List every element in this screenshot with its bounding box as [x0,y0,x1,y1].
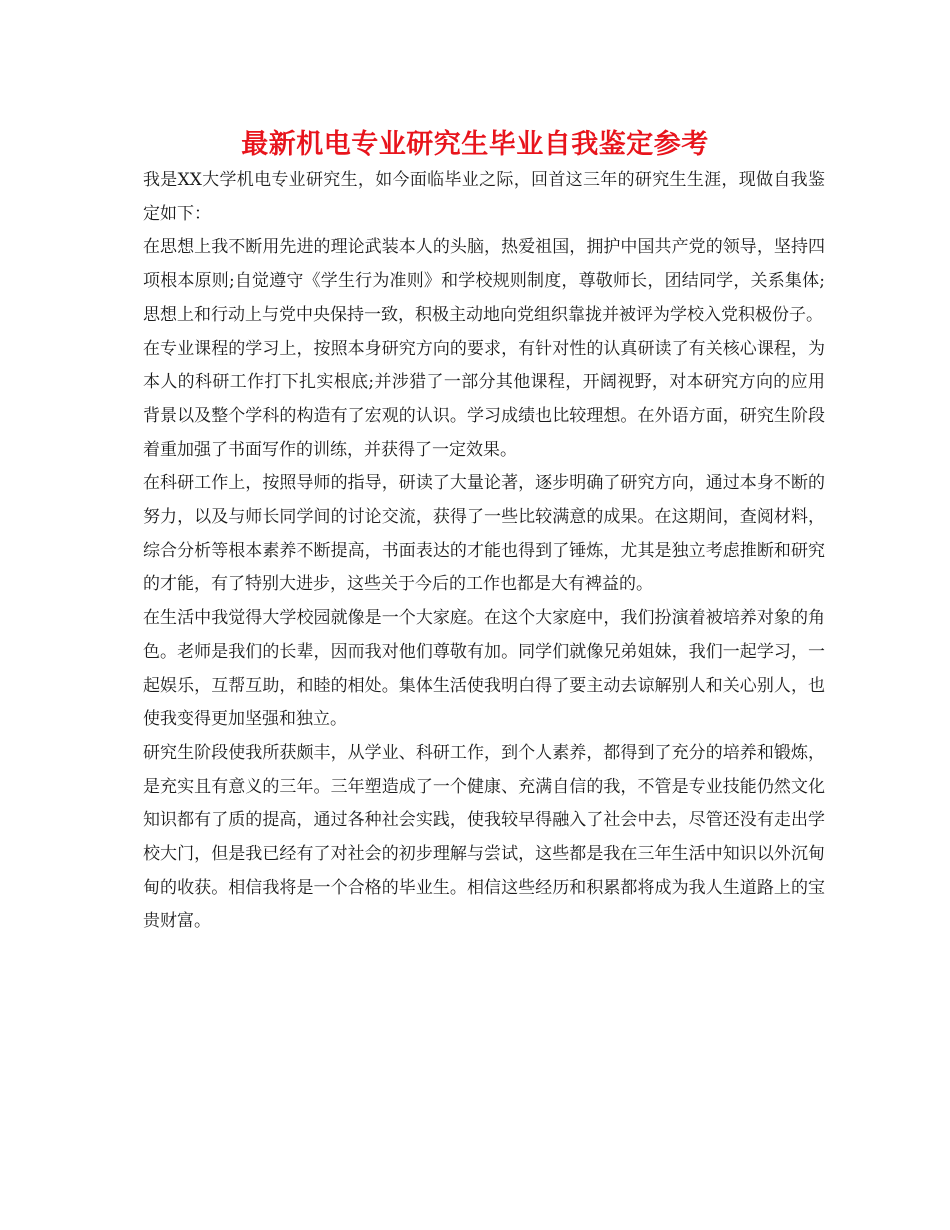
document-title: 最新机电专业研究生毕业自我鉴定参考 [241,129,709,160]
paragraph-research: 在科研工作上，按照导师的指导，研读了大量论著，逐步明确了研究方向，通过本身不断的努力，以及与师长同学间的讨论交流，获得了一些比较满意的成果。在这期间，查阅材料，综合分析等根本素养不断提高，书面表达的才能也得到了锤炼，尤其是独立考虑推断和研究的才能，有了特别大进步，这些关于今后的工作也都是大有裨益的。 [143,473,825,595]
paragraph-intro: 我是XX大学机电专业研究生，如今面临毕业之际，回首这三年的研究生生涯，现做自我鉴定如下： [143,170,825,224]
document-body [143,164,825,939]
paragraph-summary: 研究生阶段使我所获颇丰，从学业、科研工作，到个人素养，都得到了充分的培养和锻炼，是充实且有意义的三年。三年塑造成了一个健康、充满自信的我，不管是专业技能仍然文化知识都有了质的提高，通过各种社会实践，使我较早得融入了社会中去，尽管还没有走出学校大门，但是我已经有了对社会的初步理解与尝试，这些都是我在三年生活中知识以外沉甸甸的收获。相信我将是一个合格的毕业生。相信这些经历和积累都将成为我人生道路上的宝贵财富。 [143,742,825,932]
paragraph-thought: 在思想上我不断用先进的理论武装本人的头脑，热爱祖国，拥护中国共产党的领导，坚持四项根本原则;自觉遵守《学生行为准则》和学校规则制度，尊敬师长，团结同学，关系集体;思想上和行动上与党中央保持一致，积极主动地向党组织靠拢并被评为学校入党积极份子。 [143,237,825,325]
paragraph-life: 在生活中我觉得大学校园就像是一个大家庭。在这个大家庭中，我们扮演着被培养对象的角色。老师是我们的长辈，因而我对他们尊敬有加。同学们就像兄弟姐妹，我们一起学习，一起娱乐，互帮互助，和睦的相处。集体生活使我明白得了要主动去谅解别人和关心别人，也使我变得更加坚强和独立。 [143,608,825,730]
paragraph-study: 在专业课程的学习上，按照本身研究方向的要求，有针对性的认真研读了有关核心课程，为本人的科研工作打下扎实根底;并涉猎了一部分其他课程，开阔视野，对本研究方向的应用背景以及整个学科的构造有了宏观的认识。学习成绩也比较理想。在外语方面，研究生阶段着重加强了书面写作的训练，并获得了一定效果。 [143,338,825,460]
